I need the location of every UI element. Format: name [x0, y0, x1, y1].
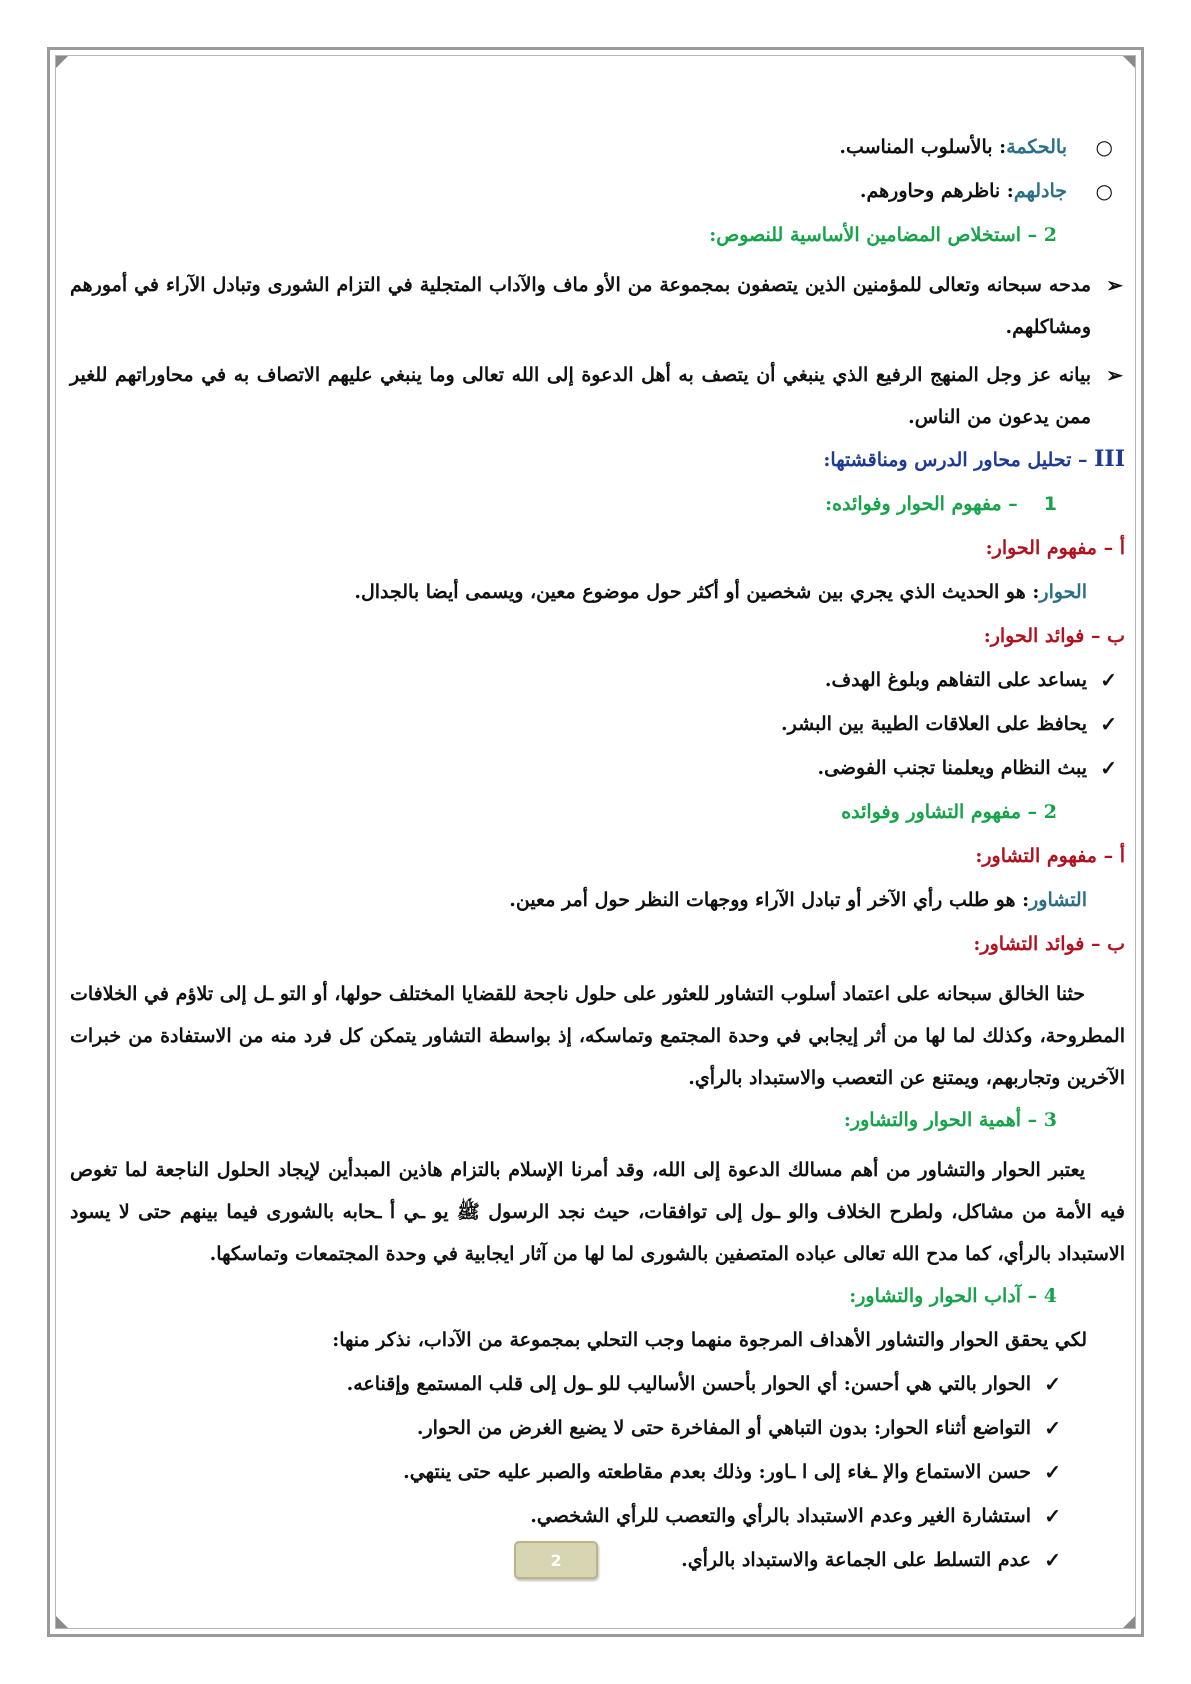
intro-bullet: [70, 132, 1125, 162]
checkmark-icon: ✓: [1044, 1372, 1061, 1396]
subheading: أ – مفهوم التشاور:: [975, 845, 1125, 867]
intro-bullet: [70, 176, 1125, 206]
item-text: استشارة الغير وعدم الاستبداد بالرأي والتعصب للرأي الشخصي.: [530, 1505, 1031, 1527]
bullet-text: بيانه عز وجل المنهج الرفيع الذي ينبغي أن يتصف به أهل الدعوة إلى الله تعالى وما ينبغي عليهم الاتصاف به في محاوراتهم للغير ممن يدعون من الناس.: [70, 364, 1091, 428]
corner-ornament-top-left: [56, 56, 68, 68]
section-heading-main: [70, 444, 1125, 475]
term-definition: : بالأسلوب المناسب.: [839, 136, 1007, 158]
paragraph: يعتبر الحوار والتشاور من أهم مسالك الدعوة إلى الله، وقد أمرنا الإسلام بالتزام هاذين المبدأين لإيجاد الحلول الناجعة لما تغوص فيه الأمة من مشاكل، ولطرح الخلاف والو ـول إلى توافقات، حيث نجد الرسول ﷺ يو ـي أ ـحابه بالشورى فيما بينهم حتى لا يسود الاستبداد بالرأي، كما مدح الله تعالى عباده المتصفين بالشورى لما لها من آثار ايجابية في وحدة المجتمعات وتماسكها.: [70, 1159, 1125, 1265]
check-item: [70, 1501, 1125, 1531]
roman-numeral: III: [1094, 446, 1125, 472]
arrow-bullet: [70, 264, 1125, 348]
corner-ornament-top-right: [1123, 56, 1135, 68]
term: التشاور: [1029, 889, 1087, 911]
subsection-heading: 4 – آداب الحوار والتشاور:: [849, 1285, 1057, 1307]
checkmark-icon: ✓: [1044, 1504, 1061, 1528]
checkmark-icon: ✓: [1100, 712, 1117, 736]
arrow-bullet-icon: ➢: [1106, 273, 1123, 297]
item-text: يحافظ على العلاقات الطيبة بين البشر.: [781, 713, 1087, 735]
subsection-heading: 3 – أهمية الحوار والتشاور:: [843, 1109, 1057, 1131]
checkmark-icon: ✓: [1044, 1416, 1061, 1440]
subheading: ب – فوائد التشاور:: [973, 933, 1125, 955]
arrow-bullet: [70, 354, 1125, 438]
item-text: الحوار بالتي هي أحسن: أي الحوار بأحسن الأساليب للو ـول إلى قلب المستمع وإقناعه.: [346, 1373, 1031, 1395]
term-definition: : هو طلب رأي الآخر أو تبادل الآراء ووجهات النظر حول أمر معين.: [509, 889, 1030, 911]
checkmark-icon: ✓: [1100, 756, 1117, 780]
bullet-text: مدحه سبحانه وتعالى للمؤمنين الذين يتصفون بمجموعة من الأو ماف والآداب المتجلية في التزام الشورى وتبادل الآراء في أمورهم ومشاكلهم.: [70, 274, 1091, 338]
check-item: [70, 1413, 1125, 1443]
circle-bullet-icon: ○: [1095, 179, 1113, 203]
check-item: [70, 753, 1125, 783]
heading-text: – تحليل محاور الدرس ومناقشتها:: [823, 449, 1095, 471]
checkmark-icon: ✓: [1044, 1548, 1061, 1572]
arrow-bullet-icon: ➢: [1106, 363, 1123, 387]
subsection-number: 1: [1043, 493, 1057, 515]
check-item: [70, 1457, 1125, 1487]
definition: [70, 577, 1125, 607]
intro-text: لكي يحقق الحوار والتشاور الأهداف المرجوة منهما وجب التحلي بمجموعة من الآداب، نذكر منها:: [332, 1329, 1087, 1351]
item-text: التواضع أثناء الحوار: بدون التباهي أو المفاخرة حتى لا يضيع الغرض من الحوار.: [416, 1417, 1031, 1439]
circle-bullet-icon: ○: [1095, 135, 1113, 159]
subheading: أ – مفهوم الحوار:: [985, 537, 1125, 559]
check-item: [70, 709, 1125, 739]
item-text: يبث النظام ويعلمنا تجنب الفوضى.: [817, 757, 1087, 779]
term-definition: : ناظرهم وحاورهم.: [859, 180, 1014, 202]
paragraph: حثنا الخالق سبحانه على اعتماد أسلوب التشاور للعثور على حلول ناجحة للقضايا المختلف حولها، أو التو ـل إلى تلاؤم في الخلافات المطروحة، وكذلك لما لها من أثر إيجابي في وحدة المجتمع وتماسكه، إذ بواسطة التشاور يتمكن كل فرد منه من الاستفادة من خبرات الآخرين وتجاربهم، ويمتنع عن التعصب والاستبداد بالرأي.: [70, 983, 1125, 1089]
section-heading: 2 – استخلاص المضامين الأساسية للنصوص:: [709, 224, 1057, 246]
term-definition: : هو الحديث الذي يجري بين شخصين أو أكثر حول موضوع معين، ويسمى أيضا بالجدال.: [354, 581, 1040, 603]
corner-ornament-bottom-right: [1123, 1616, 1135, 1628]
subsection-title: – مفهوم الحوار وفوائده:: [825, 493, 1018, 515]
page-content: [70, 132, 1125, 1589]
subsection-heading: [70, 489, 1125, 519]
subsection-heading: 2 – مفهوم التشاور وفوائده: [841, 801, 1057, 823]
term: جادلهم: [1013, 180, 1067, 202]
term: بالحكمة: [1006, 136, 1067, 158]
checkmark-icon: ✓: [1044, 1460, 1061, 1484]
subheading: ب – فوائد الحوار:: [983, 625, 1125, 647]
check-item: [70, 665, 1125, 695]
item-text: حسن الاستماع والإ ـغاء إلى ا ـاور: وذلك بعدم مقاطعته والصبر عليه حتى ينتهي.: [403, 1461, 1031, 1483]
check-item: [70, 1369, 1125, 1399]
page-number: 2: [514, 1541, 598, 1579]
term: الحوار: [1039, 581, 1087, 603]
checkmark-icon: ✓: [1100, 668, 1117, 692]
definition: [70, 885, 1125, 915]
corner-ornament-bottom-left: [56, 1616, 68, 1628]
item-text: يساعد على التفاهم وبلوغ الهدف.: [824, 669, 1087, 691]
item-text: عدم التسلط على الجماعة والاستبداد بالرأي.: [681, 1549, 1031, 1571]
